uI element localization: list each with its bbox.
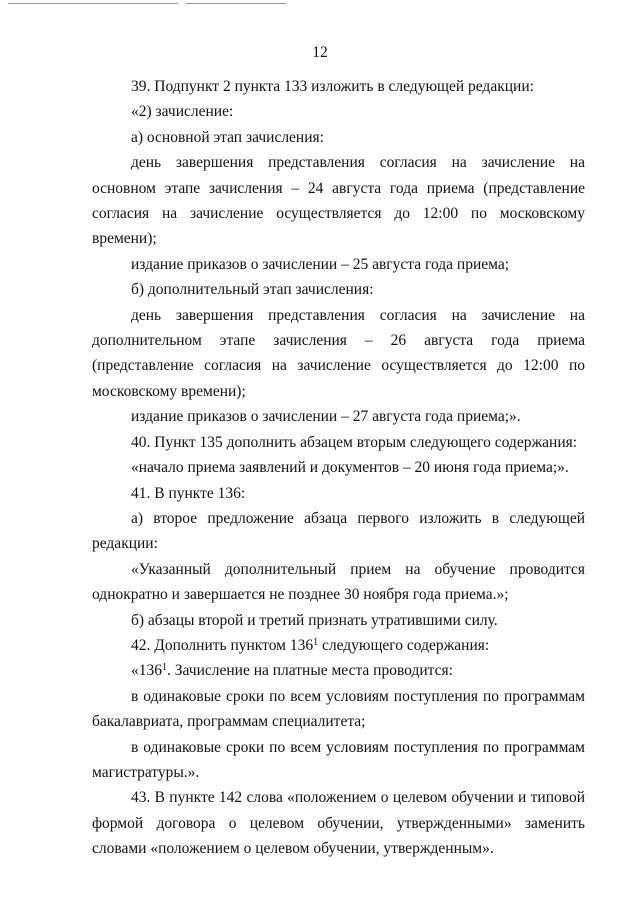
paragraph-41-a: а) второе предложение абзаца первого изложить в следующей редакции:: [92, 509, 585, 553]
paragraph-41-a-text: «Указанный дополнительный прием на обучение проводится однократно и завершается не позднее 30 ноября года приема.»;: [92, 560, 585, 604]
paragraph-43: 43. В пункте 142 слова «положением о целевом обучении и типовой формой договора о целевом обучении, утвержденными» заменить словами «положением о целевом обучении, утвержденным».: [92, 789, 585, 858]
page-number: 12: [312, 44, 328, 61]
paragraph-main-stage-consent: день завершения представления согласия на зачисление на основном этапе зачисления – 24 августа года приема (представление согласия на зачисление осуществляется до 12:00 по московскому времени);: [92, 154, 585, 248]
paragraph-bachelor-terms: в одинаковые сроки по всем условиям поступления по программам бакалавриата, программам специалитета;: [92, 687, 585, 731]
paragraph-extra-stage: б) дополнительный этап зачисления:: [131, 281, 374, 299]
paragraph-136-1-after: . Зачисление на платные места проводится:: [167, 662, 453, 680]
document-body: [92, 74, 585, 862]
paragraph-41: 41. В пункте 136:: [131, 484, 246, 502]
paragraph-41-b: б) абзацы второй и третий признать утратившими силу.: [131, 611, 498, 629]
paragraph-42-after: следующего содержания:: [318, 636, 490, 654]
paragraph-extra-stage-orders: издание приказов о зачислении – 27 августа года приема;».: [131, 408, 521, 426]
paragraph-master-terms: в одинаковые сроки по всем условиям поступления по программам магистратуры.».: [92, 738, 585, 781]
paragraph-42: [92, 633, 585, 658]
paragraph-main-stage: а) основной этап зачисления:: [131, 128, 324, 146]
paragraph-extra-stage-consent: день завершения представления согласия на зачисление на дополнительном этапе зачисления – 26 августа года приема (представление согласия на зачисление осуществляется до 12:00 по московскому времени);: [92, 306, 585, 400]
paragraph-42-before: 42. Дополнить пунктом 136: [131, 636, 314, 654]
paragraph-40-text: «начало приема заявлений и документов – 20 июня года приема;».: [131, 459, 569, 477]
paragraph-40: 40. Пункт 135 дополнить абзацем вторым следующего содержания:: [131, 433, 578, 451]
paragraph-42-sup: 1: [313, 636, 319, 648]
scan-top-line: [186, 3, 286, 4]
paragraph-main-stage-orders: издание приказов о зачислении – 25 августа года приема;: [131, 255, 510, 273]
scan-top-line: [8, 3, 178, 4]
paragraph-136-1-before: «136: [131, 662, 162, 680]
paragraph-136-1-sup: 1: [162, 662, 167, 674]
paragraph-39: 39. Подпункт 2 пункта 133 изложить в следующей редакции:: [131, 78, 534, 95]
paragraph-subitem-2: «2) зачисление:: [131, 103, 234, 121]
paragraph-136-1: [92, 658, 585, 683]
